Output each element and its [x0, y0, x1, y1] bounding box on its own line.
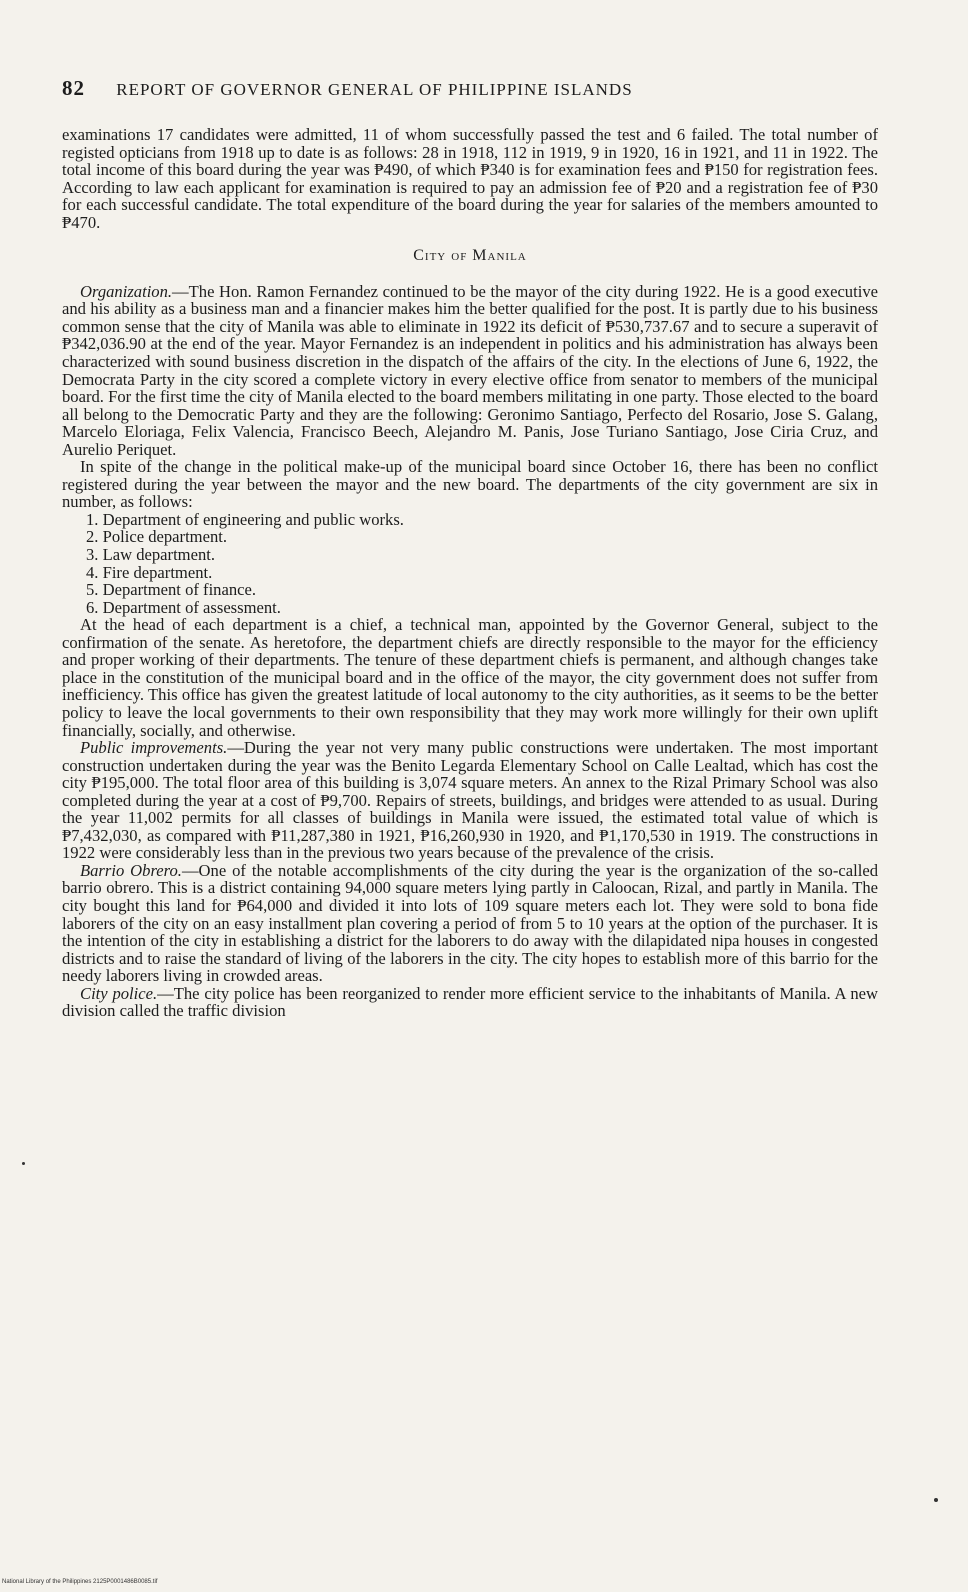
city-police-paragraph: [62, 985, 878, 1020]
intro-paragraph: examinations 17 candidates were admitted, 11 of whom successfully passed the test and 6 failed. The total number of registed opticians from 1918 up to date is as follows: 28 in 1918, 112 in 1919, 9 in 1920, 16 in 1921, and 11 in 1922. The total income of this board during the year was ₱490, of which ₱340 is for examination fees and ₱150 for registration fees. According to law each applicant for examination is required to pay an admission fee of ₱20 and a registration fee of ₱30 for each successful candidate. The total expenditure of the board during the year for salaries of the members amounted to ₱470.: [62, 125, 878, 232]
running-head: [62, 76, 882, 101]
public-improvements-paragraph: [62, 739, 878, 862]
department-item: 3. Law department.: [86, 545, 216, 565]
department-item: 2. Police department.: [86, 527, 228, 547]
organization-text: —The Hon. Ramon Fernandez continued to be the mayor of the city during 1922. He is a good executive and his ability as a business man and a financier makes him the better qualified for the post. It is partly due to his business common sense that the city of Manila was able to eliminate in 1922 its deficit of ₱530,737.67 and to secure a superavit of ₱342,036.90 at the end of the year. Mayor Fernandez is an independent in politics and his administration has always been characterized with sound business discretion in the dispatch of the affairs of the city. In the elections of June 6, 1922, the Democrata Party in the city scored a complete victory in every elective office from senator to members of the municipal board. For the first time the city of Manila elected to the board members militating in one party. Those elected to the board all belong to the Democratic Party and they are the following: Geronimo Santiago, Perfecto del Rosario, Jose S. Galang, Marcelo Eloriaga, Felix Valencia, Francisco Beech, Alejandro M. Panis, Jose Turiano Santiago, Jose Ciria Cruz, and Aurelio Periquet.: [62, 281, 878, 459]
public-improvements-label: Public improvements.: [80, 738, 228, 758]
department-item: 6. Department of assessment.: [86, 597, 281, 617]
department-list: [62, 511, 878, 616]
organization-paragraph: [62, 283, 878, 458]
scan-footer: National Library of the Philippines 2125P0001486B0085.tif: [2, 1579, 158, 1585]
scan-speck: [22, 1162, 25, 1165]
body-text: [62, 126, 878, 1020]
barrio-obrero-paragraph: [62, 862, 878, 985]
scan-speck: [934, 1498, 938, 1502]
section-heading: City of Manila: [413, 247, 527, 265]
change-paragraph: In spite of the change in the political make-up of the municipal board since October 16, there has been no conflict registered during the year between the mayor and the new board. The departments of the city government are six in number, as follows:: [62, 457, 878, 512]
city-police-label: City police.: [80, 983, 158, 1003]
department-heads-paragraph: At the head of each department is a chief, a technical man, appointed by the Governor General, subject to the confirmation of the senate. As heretofore, the department chiefs are directly responsible to the mayor for the efficiency and proper working of their departments. The tenure of these department chiefs is permanent, and although changes take place in the constitution of the municipal board and in the office of the mayor, the city government does not suffer from inefficiency. This office has given the greatest latitude of local autonomy to the city authorities, as it seems to be the better policy to leave the local governments to their own responsibility that they may work more willingly for their own uplift financially, socially, and otherwise.: [62, 615, 878, 740]
organization-label: Organization.: [80, 281, 173, 301]
department-item: 5. Department of finance.: [86, 580, 257, 600]
barrio-obrero-label: Barrio Obrero.: [80, 860, 182, 880]
public-improvements-text: —During the year not very many public constructions were undertaken. The most important construction undertaken during the year was the Benito Legarda Elementary School on Calle Lealtad, which has cost the city ₱195,000. The total floor area of this building is 3,074 square meters. An annex to the Rizal Primary School was also completed during the year at a cost of ₱9,700. Repairs of streets, buildings, and bridges were attended to as usual. During the year 11,002 permits for all classes of buildings in Manila were issued, the estimated total value of which is ₱7,432,030, as compared with ₱11,287,380 in 1921, ₱16,260,930 in 1920, and ₱1,170,530 in 1919. The constructions in 1922 were considerably less than in the previous two years because of the prevalence of the crisis.: [62, 738, 879, 863]
page-number: 82: [62, 76, 85, 100]
department-item: 1. Department of engineering and public works.: [86, 509, 404, 529]
barrio-obrero-text: —One of the notable accomplishments of the city during the year is the organization of the so-called barrio obrero. This is a district containing 94,000 square meters lying partly in Caloocan, Rizal, and partly in Manila. The city bought this land for ₱64,000 and divided it into lots of 109 square meters each lot. They were sold to bona fide laborers of the city on an easy installment plan covering a period of from 5 to 10 years at the option of the purchaser. It is the intention of the city in establishing a district for the laborers to do away with the dilapidated nipa houses in congested districts and to raise the standard of living of the laborers in the city. The city hopes to establish more of this barrio for the needy laborers living in crowded areas.: [62, 860, 878, 986]
department-item: 4. Fire department.: [86, 562, 213, 582]
running-title: REPORT OF GOVERNOR GENERAL OF PHILIPPINE ISLANDS: [116, 80, 633, 99]
city-police-text: —The city police has been reorganized to render more efficient service to the inhabitants of Manila. A new division called the traffic division: [62, 983, 878, 1021]
